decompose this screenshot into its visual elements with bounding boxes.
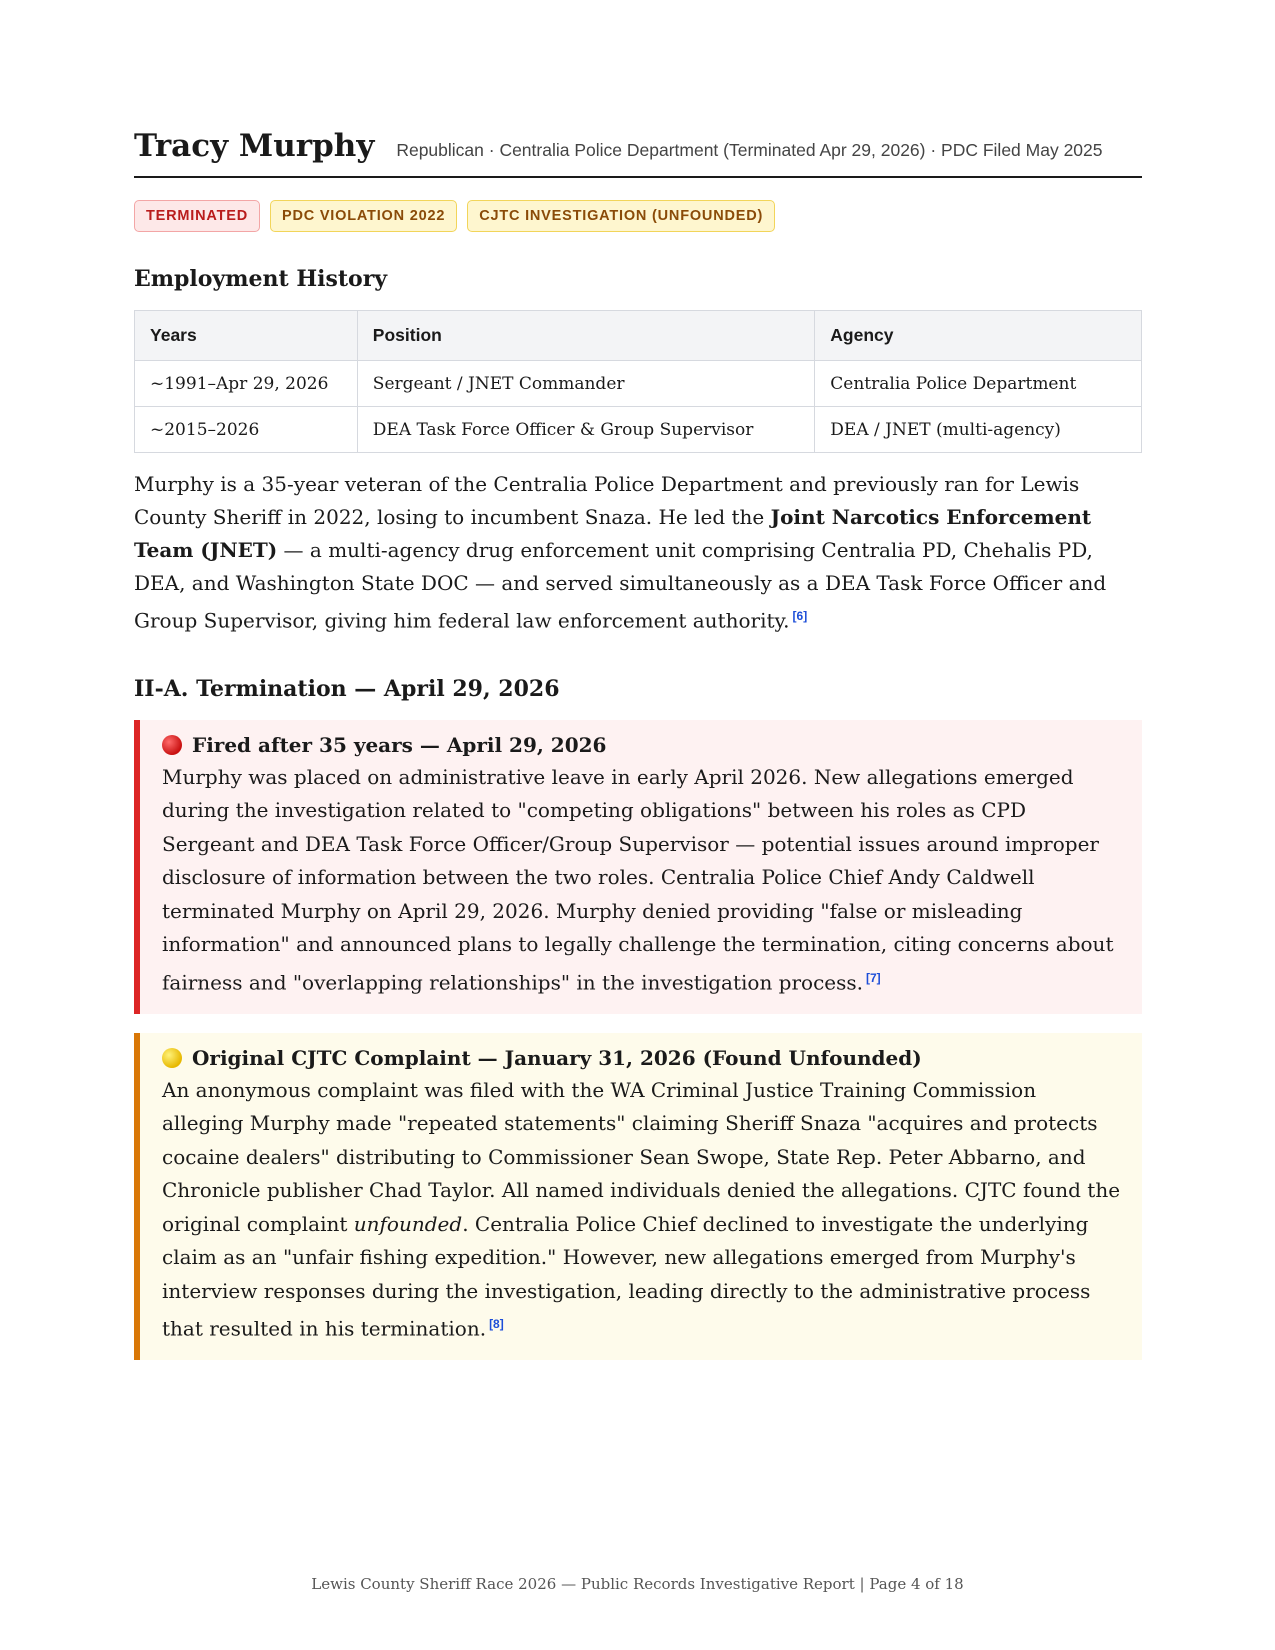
complaint-italic-unfounded: unfounded (353, 1211, 463, 1236)
red-circle-icon (162, 735, 182, 755)
intro-text-1: Murphy is a 35-year veteran of the Centralia Police Department and previously ran for Lewis County Sheriff in 2022, losing to incumbent Snaza. He led the (134, 472, 1080, 529)
column-header-agency: Agency (815, 311, 1142, 361)
complaint-callout (134, 1033, 1142, 1361)
fired-callout-body (162, 761, 1122, 1000)
table-cell-agency: DEA / JNET (multi-agency) (815, 407, 1142, 453)
intro-paragraph (134, 468, 1142, 638)
table-row (135, 361, 1142, 407)
fired-callout-title-text: Fired after 35 years — April 29, 2026 (192, 732, 607, 757)
complaint-text-2: . Centralia Police Chief declined to investigate the underlying claim as an "unfair fishing expedition." However, new allegations emerged from Murphy's interview responses during the investigation, leading directly to the administrative process that resulted in his termination. (162, 1211, 1091, 1341)
citation-link-7[interactable]: [7] (866, 970, 881, 985)
column-header-position: Position (357, 311, 814, 361)
citation-link-8[interactable]: [8] (489, 1317, 504, 1332)
status-badges (134, 200, 1142, 232)
table-cell-agency: Centralia Police Department (815, 361, 1142, 407)
intro-text-2: — a multi-agency drug enforcement unit comprising Centralia PD, Chehalis PD, DEA, and Washington State DOC — and served simultaneously as a DEA Task Force Officer and Group Supervisor, giving him federal law enforcement authority. (134, 538, 1107, 633)
complaint-text-1: An anonymous complaint was filed with the WA Criminal Justice Training Commission alleging Murphy made "repeated statements" claiming Sheriff Snaza "acquires and protects cocaine dealers" distributing to Commissioner Sean Swope, State Rep. Peter Abbarno, and Chronicle publisher Chad Taylor. All named individuals denied the allegations. CJTC found the original complaint (162, 1077, 1121, 1236)
complaint-callout-title (162, 1046, 1122, 1070)
table-cell-years: ~2015–2026 (135, 407, 358, 453)
status-badge-cjtc-investigation: CJTC INVESTIGATION (UNFOUNDED) (467, 200, 775, 232)
employment-table (134, 310, 1142, 453)
table-cell-position: DEA Task Force Officer & Group Supervisor (357, 407, 814, 453)
citation-link-6[interactable]: [6] (792, 609, 808, 623)
status-badge-pdc-violation: PDC VIOLATION 2022 (270, 200, 457, 232)
report-page (134, 128, 1142, 1360)
intro-bold-jnet: Joint Narcotics Enforcement Team (JNET) (134, 505, 1092, 562)
candidate-meta: Republican · Centralia Police Department (Terminated Apr 29, 2026) · PDC Filed May 2025 (396, 140, 1103, 160)
fired-callout (134, 720, 1142, 1014)
complaint-callout-body (162, 1074, 1122, 1347)
table-cell-years: ~1991–Apr 29, 2026 (135, 361, 358, 407)
table-row (135, 407, 1142, 453)
employment-history-heading: Employment History (134, 266, 388, 292)
status-badge-terminated: TERMINATED (134, 200, 260, 232)
candidate-name: Tracy Murphy (134, 128, 375, 164)
page-footer: Lewis County Sheriff Race 2026 — Public Records Investigative Report | Page 4 of 18 (311, 1575, 964, 1593)
fired-callout-title (162, 733, 1122, 757)
fired-callout-text: Murphy was placed on administrative leave in early April 2026. New allegations emerged during the investigation related to "competing obligations" between his roles as CPD Sergeant and DEA Task Force Officer/Group Supervisor — potential issues around improper disclosure of information between the two roles. Centralia Police Chief Andy Caldwell terminated Murphy on April 29, 2026. Murphy denied providing "false or misleading information" and announced plans to legally challenge the termination, citing concerns about fairness and "overlapping relationships" in the investigation process. (162, 764, 1114, 995)
candidate-header (134, 128, 1142, 178)
table-header-row (135, 311, 1142, 361)
yellow-circle-icon (162, 1048, 182, 1068)
termination-section-heading: II-A. Termination — April 29, 2026 (134, 675, 560, 702)
complaint-callout-title-text: Original CJTC Complaint — January 31, 2026 (Found Unfounded) (192, 1045, 922, 1070)
column-header-years: Years (135, 311, 358, 361)
table-cell-position: Sergeant / JNET Commander (357, 361, 814, 407)
